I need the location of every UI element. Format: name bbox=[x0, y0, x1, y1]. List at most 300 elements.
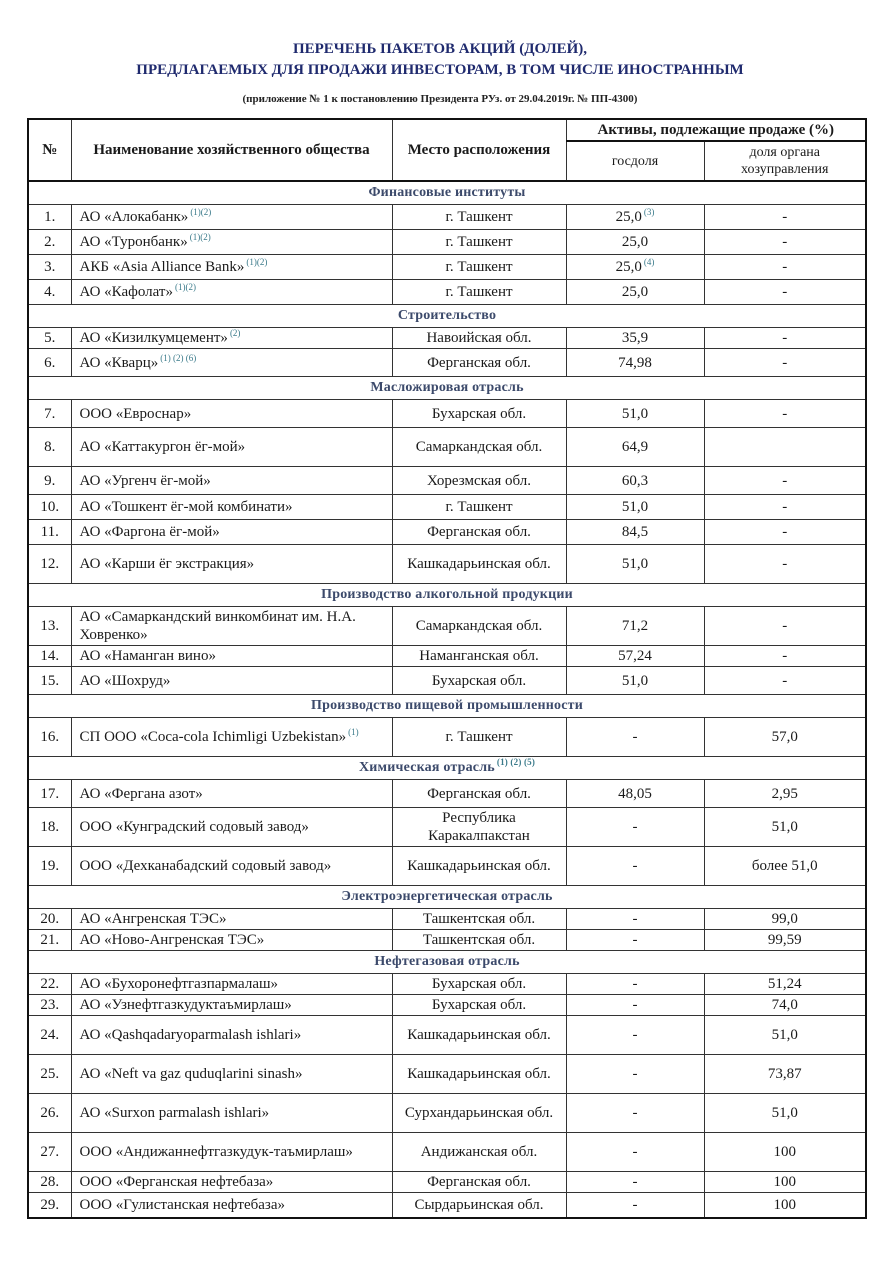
company-name-cell-text: СП ООО «Coca-cola Ichimligi Uzbekistan» bbox=[79, 729, 347, 745]
state-share-cell-text: 51,0 bbox=[621, 556, 649, 572]
section-header-row bbox=[28, 377, 866, 400]
row-number-cell bbox=[28, 255, 71, 280]
location-cell-text: Андижанская обл. bbox=[420, 1144, 538, 1160]
state-share-cell-text: 57,24 bbox=[618, 648, 652, 664]
location-cell bbox=[392, 328, 566, 349]
table-row bbox=[28, 909, 866, 930]
state-share-cell bbox=[566, 520, 704, 545]
table-row bbox=[28, 780, 866, 808]
section-title-cell bbox=[28, 377, 866, 400]
mgmt-share-cell-text: 73,87 bbox=[767, 1066, 802, 1082]
mgmt-share-cell bbox=[704, 205, 866, 230]
mgmt-share-cell bbox=[704, 1133, 866, 1172]
row-number-cell bbox=[28, 545, 71, 584]
state-share-cell bbox=[566, 495, 704, 520]
state-share-cell bbox=[566, 718, 704, 757]
state-share-cell bbox=[566, 847, 704, 886]
row-number-cell-text: 3. bbox=[44, 259, 56, 275]
location-cell-text: г. Ташкент bbox=[445, 284, 513, 300]
location-cell-text: Кашкадарьинская обл. bbox=[407, 1066, 551, 1082]
row-number-cell bbox=[28, 1133, 71, 1172]
section-title-cell bbox=[28, 951, 866, 974]
mgmt-share-cell bbox=[704, 255, 866, 280]
location-cell-text: Ферганская обл. bbox=[427, 1174, 531, 1190]
mgmt-share-cell-text: - bbox=[782, 234, 788, 250]
location-cell bbox=[392, 1193, 566, 1219]
table-row bbox=[28, 646, 866, 667]
company-name-cell bbox=[71, 205, 392, 230]
header-mgmt-share: доля органа хозуправления bbox=[704, 141, 866, 181]
row-number-cell bbox=[28, 1172, 71, 1193]
company-name-cell-text: АО «Фергана азот» bbox=[79, 785, 203, 802]
row-number-cell bbox=[28, 1055, 71, 1094]
location-cell bbox=[392, 646, 566, 667]
company-name-cell-text: ООО «Гулистанская нефтебаза» bbox=[79, 1197, 285, 1213]
location-cell-text: Наманганская обл. bbox=[419, 648, 539, 664]
section-title-cell bbox=[28, 695, 866, 718]
footnote-ref: (1)(2) bbox=[190, 207, 212, 217]
company-name-cell bbox=[71, 255, 392, 280]
state-share-cell bbox=[566, 428, 704, 467]
company-name-cell bbox=[71, 607, 392, 646]
row-number-cell bbox=[28, 607, 71, 646]
row-number-cell-text: 23. bbox=[40, 997, 60, 1013]
location-cell-text: Сурхандарьинская обл. bbox=[404, 1105, 554, 1121]
table-row bbox=[28, 328, 866, 349]
company-name-cell bbox=[71, 1193, 392, 1219]
state-share-cell-text: - bbox=[632, 911, 638, 927]
row-number-cell-text: 5. bbox=[44, 330, 56, 346]
location-cell-text: Ташкентская обл. bbox=[422, 932, 536, 948]
location-cell bbox=[392, 847, 566, 886]
company-name-cell-text: АКБ «Asia Alliance Bank» bbox=[79, 259, 245, 275]
mgmt-share-cell-text: - bbox=[782, 284, 788, 300]
table-row bbox=[28, 930, 866, 951]
company-name-cell-text: АО «Наманган вино» bbox=[79, 648, 216, 664]
header-location: Место расположения bbox=[392, 119, 566, 181]
row-number-cell bbox=[28, 1016, 71, 1055]
location-cell bbox=[392, 995, 566, 1016]
company-name-cell bbox=[71, 520, 392, 545]
location-cell bbox=[392, 428, 566, 467]
company-name-cell-text: АО «Кварц» bbox=[79, 354, 159, 371]
section-title: Нефтегазовая отрасль bbox=[374, 954, 520, 969]
footnote-ref: (3) bbox=[643, 207, 655, 217]
table-row bbox=[28, 995, 866, 1016]
state-share-cell bbox=[566, 1193, 704, 1219]
company-name-cell bbox=[71, 847, 392, 886]
table-row bbox=[28, 718, 866, 757]
location-cell-text: Хорезмская обл. bbox=[427, 472, 531, 489]
row-number-cell bbox=[28, 230, 71, 255]
location-cell-text: г. Ташкент bbox=[445, 259, 513, 275]
mgmt-share-cell bbox=[704, 974, 866, 995]
row-number-cell-text: 18. bbox=[40, 819, 60, 835]
location-cell bbox=[392, 1094, 566, 1133]
mgmt-share-cell-text: 51,0 bbox=[771, 1105, 798, 1121]
table-row bbox=[28, 1193, 866, 1219]
table-row bbox=[28, 667, 866, 695]
mgmt-share-cell-text: 100 bbox=[773, 1174, 796, 1190]
mgmt-share-cell-text: 57,0 bbox=[771, 729, 798, 745]
location-cell bbox=[392, 1016, 566, 1055]
mgmt-share-cell bbox=[704, 780, 866, 808]
mgmt-share-cell-text: - bbox=[782, 672, 788, 689]
row-number-cell-text: 25. bbox=[40, 1066, 60, 1082]
mgmt-share-cell bbox=[704, 1172, 866, 1193]
state-share-cell bbox=[566, 607, 704, 646]
location-cell bbox=[392, 607, 566, 646]
row-number-cell bbox=[28, 909, 71, 930]
section-header-row bbox=[28, 584, 866, 607]
row-number-cell-text: 8. bbox=[44, 439, 56, 455]
mgmt-share-cell-text: 100 bbox=[773, 1197, 796, 1213]
section-header-row bbox=[28, 181, 866, 205]
row-number-cell bbox=[28, 467, 71, 495]
company-name-cell bbox=[71, 909, 392, 930]
state-share-cell bbox=[566, 930, 704, 951]
table-row bbox=[28, 428, 866, 467]
mgmt-share-cell-text: - bbox=[782, 618, 788, 634]
mgmt-share-cell-text: более 51,0 bbox=[751, 858, 818, 874]
state-share-cell bbox=[566, 1133, 704, 1172]
row-number-cell-text: 20. bbox=[40, 911, 60, 927]
row-number-cell-text: 24. bbox=[40, 1027, 60, 1043]
company-name-cell-text: АО «Узнефтгазкудуктаъмирлаш» bbox=[79, 997, 292, 1013]
location-cell-text: Ферганская обл. bbox=[427, 524, 531, 540]
state-share-cell bbox=[566, 230, 704, 255]
row-number-cell-text: 11. bbox=[40, 524, 59, 540]
row-number-cell bbox=[28, 328, 71, 349]
row-number-cell bbox=[28, 646, 71, 667]
location-cell bbox=[392, 205, 566, 230]
mgmt-share-cell-text: - bbox=[782, 405, 788, 422]
section-title-cell bbox=[28, 305, 866, 328]
location-cell-text: г. Ташкент bbox=[445, 209, 513, 225]
share-packages-table bbox=[27, 118, 867, 1219]
mgmt-share-cell-text: 100 bbox=[773, 1144, 796, 1160]
table-row bbox=[28, 205, 866, 230]
section-title: Финансовые институты bbox=[368, 185, 526, 200]
location-cell-text: Кашкадарьинская обл. bbox=[407, 1027, 551, 1043]
row-number-cell bbox=[28, 930, 71, 951]
location-cell bbox=[392, 974, 566, 995]
section-header-row bbox=[28, 305, 866, 328]
table-row bbox=[28, 808, 866, 847]
company-name-cell bbox=[71, 328, 392, 349]
row-number-cell bbox=[28, 280, 71, 305]
location-cell bbox=[392, 467, 566, 495]
row-number-cell-text: 14. bbox=[40, 648, 60, 664]
section-title: Масложировая отрасль bbox=[370, 380, 524, 395]
location-cell bbox=[392, 780, 566, 808]
mgmt-share-cell-text: - bbox=[782, 556, 788, 572]
row-number-cell-text: 4. bbox=[44, 284, 56, 300]
company-name-cell-text: АО «Surxon parmalash ishlari» bbox=[79, 1105, 270, 1121]
company-name-cell bbox=[71, 428, 392, 467]
company-name-cell bbox=[71, 718, 392, 757]
section-header-row bbox=[28, 695, 866, 718]
company-name-cell-text: АО «Кизилкумцемент» bbox=[79, 330, 228, 346]
company-name-cell-text: АО «Шохруд» bbox=[79, 672, 171, 689]
location-cell-text: Бухарская обл. bbox=[431, 997, 527, 1013]
section-title: Производство алкогольной продукции bbox=[321, 587, 573, 602]
company-name-cell bbox=[71, 646, 392, 667]
location-cell-text: Сырдарьинская обл. bbox=[414, 1197, 544, 1213]
mgmt-share-cell-text: - bbox=[782, 354, 788, 371]
row-number-cell-text: 22. bbox=[40, 976, 60, 992]
state-share-cell-text: 25,0 bbox=[621, 234, 649, 250]
table-row bbox=[28, 400, 866, 428]
company-name-cell-text: ООО «Евроснар» bbox=[79, 405, 192, 422]
company-name-cell bbox=[71, 349, 392, 377]
company-name-cell bbox=[71, 280, 392, 305]
mgmt-share-cell bbox=[704, 909, 866, 930]
mgmt-share-cell bbox=[704, 607, 866, 646]
location-cell-text: Ферганская обл. bbox=[427, 354, 531, 371]
location-cell bbox=[392, 718, 566, 757]
section-title: Производство пищевой промышленности bbox=[311, 698, 583, 713]
state-share-cell bbox=[566, 328, 704, 349]
row-number-cell-text: 27. bbox=[40, 1144, 60, 1160]
location-cell bbox=[392, 495, 566, 520]
table-row bbox=[28, 847, 866, 886]
footnote-ref: (4) bbox=[643, 257, 655, 267]
row-number-cell-text: 7. bbox=[44, 405, 56, 422]
document-title-line-2: ПРЕДЛАГАЕМЫХ ДЛЯ ПРОДАЖИ ИНВЕСТОРАМ, В ТОМ ЧИСЛЕ ИНОСТРАННЫМ bbox=[136, 62, 744, 78]
mgmt-share-cell bbox=[704, 520, 866, 545]
row-number-cell bbox=[28, 520, 71, 545]
company-name-cell-text: АО «Каттакургон ёг-мой» bbox=[79, 439, 246, 455]
table-row bbox=[28, 607, 866, 646]
table-row bbox=[28, 280, 866, 305]
row-number-cell-text: 1. bbox=[44, 209, 56, 225]
state-share-cell-text: - bbox=[632, 976, 638, 992]
section-header-row bbox=[28, 757, 866, 780]
company-name-cell-text: АО «Ургенч ёг-мой» bbox=[79, 472, 211, 489]
row-number-cell bbox=[28, 718, 71, 757]
mgmt-share-cell bbox=[704, 230, 866, 255]
table-row bbox=[28, 1172, 866, 1193]
location-cell bbox=[392, 255, 566, 280]
state-share-cell-text: - bbox=[632, 1027, 638, 1043]
footnote-ref: (1)(2) bbox=[174, 282, 196, 292]
row-number-cell-text: 15. bbox=[40, 672, 60, 689]
mgmt-share-cell-text: 99,0 bbox=[771, 911, 798, 927]
location-cell-text: Бухарская обл. bbox=[431, 405, 527, 422]
table-row bbox=[28, 1133, 866, 1172]
mgmt-share-cell bbox=[704, 1055, 866, 1094]
company-name-cell bbox=[71, 467, 392, 495]
company-name-cell bbox=[71, 1172, 392, 1193]
state-share-cell-text: 71,2 bbox=[621, 618, 649, 634]
company-name-cell bbox=[71, 780, 392, 808]
section-title-cell bbox=[28, 886, 866, 909]
mgmt-share-cell bbox=[704, 808, 866, 847]
table-row bbox=[28, 230, 866, 255]
table-row bbox=[28, 467, 866, 495]
company-name-cell bbox=[71, 1133, 392, 1172]
header-assets-group: Активы, подлежащие продаже (%) bbox=[566, 119, 866, 141]
company-name-cell-text: АО «Фаргона ёг-мой» bbox=[79, 524, 220, 540]
row-number-cell-text: 10. bbox=[40, 499, 60, 515]
footnote-ref: (2) bbox=[229, 328, 241, 338]
location-cell-text: Кашкадарьинская обл. bbox=[407, 556, 551, 572]
row-number-cell-text: 28. bbox=[40, 1174, 60, 1190]
location-cell bbox=[392, 1133, 566, 1172]
location-cell bbox=[392, 667, 566, 695]
location-cell bbox=[392, 349, 566, 377]
mgmt-share-cell bbox=[704, 995, 866, 1016]
table-row bbox=[28, 1094, 866, 1133]
state-share-cell bbox=[566, 667, 704, 695]
location-cell-text: Самаркандская обл. bbox=[415, 439, 543, 455]
row-number-cell bbox=[28, 667, 71, 695]
state-share-cell bbox=[566, 205, 704, 230]
state-share-cell bbox=[566, 808, 704, 847]
mgmt-share-cell bbox=[704, 718, 866, 757]
mgmt-share-cell bbox=[704, 328, 866, 349]
row-number-cell bbox=[28, 495, 71, 520]
row-number-cell-text: 21. bbox=[40, 932, 60, 948]
row-number-cell bbox=[28, 1193, 71, 1219]
section-title-cell bbox=[28, 584, 866, 607]
mgmt-share-cell bbox=[704, 1193, 866, 1219]
state-share-cell bbox=[566, 467, 704, 495]
state-share-cell-text: 48,05 bbox=[618, 785, 652, 802]
row-number-cell bbox=[28, 400, 71, 428]
location-cell bbox=[392, 909, 566, 930]
document-subtitle: (приложение № 1 к постановлению Президента РУз. от 29.04.2019г. № ПП-4300) bbox=[242, 93, 638, 105]
state-share-cell bbox=[566, 1172, 704, 1193]
row-number-cell bbox=[28, 847, 71, 886]
state-share-cell-text: - bbox=[632, 729, 638, 745]
table-row bbox=[28, 349, 866, 377]
state-share-cell-text: 51,0 bbox=[621, 499, 649, 515]
state-share-cell bbox=[566, 1055, 704, 1094]
state-share-cell bbox=[566, 646, 704, 667]
state-share-cell bbox=[566, 995, 704, 1016]
location-cell-text: Самаркандская обл. bbox=[415, 618, 543, 634]
state-share-cell-text: 74,98 bbox=[618, 354, 652, 371]
company-name-cell-text: АО «Алокабанк» bbox=[79, 209, 189, 225]
table-body bbox=[28, 181, 866, 1218]
section-title: Строительство bbox=[397, 308, 497, 323]
company-name-cell bbox=[71, 1055, 392, 1094]
company-name-cell bbox=[71, 1094, 392, 1133]
company-name-cell-text: АО «Ново-Ангренская ТЭС» bbox=[79, 932, 265, 948]
mgmt-share-cell-text: - bbox=[782, 259, 788, 275]
section-title-cell bbox=[28, 757, 866, 780]
state-share-cell bbox=[566, 1016, 704, 1055]
row-number-cell bbox=[28, 780, 71, 808]
company-name-cell-text: ООО «Андижаннефтгазкудук-таъмирлаш» bbox=[79, 1144, 353, 1160]
company-name-cell-text: АО «Бухоронефтгазпармалаш» bbox=[79, 976, 279, 992]
section-header-row bbox=[28, 951, 866, 974]
table-row bbox=[28, 974, 866, 995]
location-cell bbox=[392, 930, 566, 951]
state-share-cell bbox=[566, 280, 704, 305]
company-name-cell bbox=[71, 974, 392, 995]
location-cell-text: Ташкентская обл. bbox=[422, 911, 536, 927]
location-cell-text: Бухарская обл. bbox=[431, 976, 527, 992]
mgmt-share-cell-text: 51,0 bbox=[771, 819, 798, 835]
company-name-cell bbox=[71, 495, 392, 520]
mgmt-share-cell-text: 99,59 bbox=[767, 932, 802, 948]
location-cell-text: Кашкадарьинская обл. bbox=[407, 858, 551, 874]
state-share-cell-text: 64,9 bbox=[621, 439, 649, 455]
state-share-cell bbox=[566, 1094, 704, 1133]
state-share-cell-text: - bbox=[632, 1105, 638, 1121]
state-share-cell-text: 60,3 bbox=[621, 472, 649, 489]
location-cell bbox=[392, 808, 566, 847]
row-number-cell-text: 9. bbox=[44, 472, 56, 489]
state-share-cell-text: - bbox=[632, 1174, 638, 1190]
mgmt-share-cell bbox=[704, 545, 866, 584]
state-share-cell-text: 51,0 bbox=[621, 405, 649, 422]
header-state-share: госдоля bbox=[566, 141, 704, 181]
table-row bbox=[28, 520, 866, 545]
footnote-ref: (1) (2) (6) bbox=[160, 352, 197, 363]
state-share-cell bbox=[566, 349, 704, 377]
state-share-cell-text: - bbox=[632, 1197, 638, 1213]
table-row bbox=[28, 1016, 866, 1055]
state-share-cell-text: - bbox=[632, 819, 638, 835]
state-share-cell-text: - bbox=[632, 1066, 638, 1082]
section-title-cell bbox=[28, 181, 866, 205]
mgmt-share-cell bbox=[704, 349, 866, 377]
location-cell bbox=[392, 1172, 566, 1193]
state-share-cell-text: 25,0 bbox=[615, 209, 642, 225]
table-row bbox=[28, 1055, 866, 1094]
mgmt-share-cell bbox=[704, 847, 866, 886]
state-share-cell-text: - bbox=[632, 1144, 638, 1160]
company-name-cell-text: АО «Neft va gaz quduqlarini sinash» bbox=[79, 1066, 303, 1082]
table-header bbox=[28, 119, 866, 181]
row-number-cell-text: 12. bbox=[40, 556, 60, 572]
table-row bbox=[28, 545, 866, 584]
location-cell-text: Бухарская обл. bbox=[431, 672, 527, 689]
company-name-cell-text: АО «Самаркандский винкомбинат им. Н.А. Ховренко» bbox=[79, 609, 356, 643]
mgmt-share-cell-text: 51,0 bbox=[771, 1027, 798, 1043]
state-share-cell bbox=[566, 974, 704, 995]
company-name-cell-text: АО «Туронбанк» bbox=[79, 234, 188, 250]
location-cell bbox=[392, 400, 566, 428]
footnote-ref: (1) bbox=[348, 727, 359, 737]
row-number-cell bbox=[28, 808, 71, 847]
company-name-cell bbox=[71, 808, 392, 847]
mgmt-share-cell-text: - bbox=[782, 499, 788, 515]
mgmt-share-cell-text: 2,95 bbox=[771, 785, 798, 802]
footnote-ref: (1)(2) bbox=[246, 257, 268, 267]
state-share-cell bbox=[566, 400, 704, 428]
state-share-cell-text: 84,5 bbox=[621, 524, 649, 540]
company-name-cell bbox=[71, 1016, 392, 1055]
row-number-cell-text: 2. bbox=[44, 234, 56, 250]
company-name-cell bbox=[71, 995, 392, 1016]
row-number-cell bbox=[28, 205, 71, 230]
state-share-cell-text: 25,0 bbox=[615, 259, 642, 275]
row-number-cell bbox=[28, 349, 71, 377]
row-number-cell-text: 16. bbox=[40, 729, 60, 745]
mgmt-share-cell bbox=[704, 280, 866, 305]
header-number: № bbox=[28, 119, 71, 181]
location-cell-text: г. Ташкент bbox=[445, 234, 513, 250]
row-number-cell-text: 13. bbox=[40, 618, 60, 634]
company-name-cell-text: АО «Qashqadaryoparmalash ishlari» bbox=[79, 1027, 302, 1043]
location-cell-text: Навоийская обл. bbox=[426, 330, 532, 346]
table-row bbox=[28, 495, 866, 520]
